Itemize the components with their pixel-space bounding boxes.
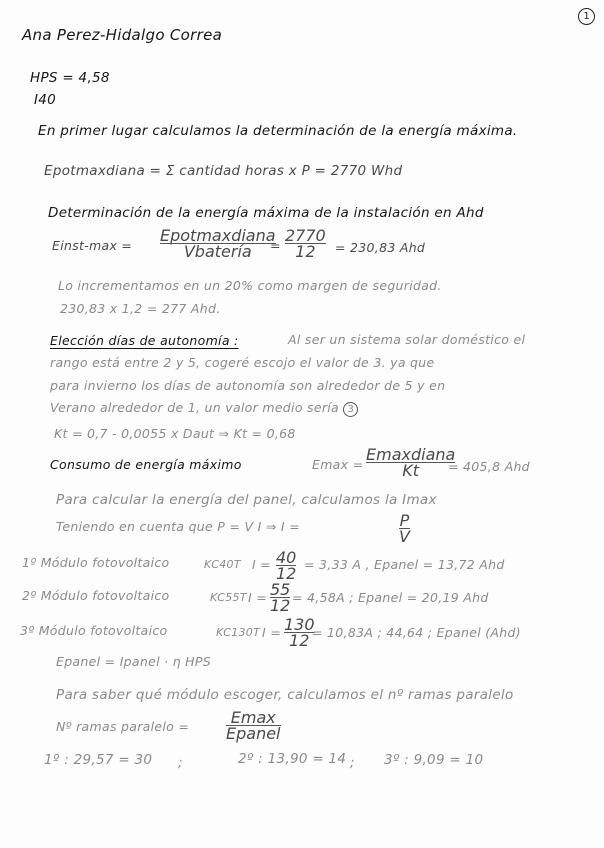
panel-intro-2: Teniendo en cuenta que P = V I ⇒ I = xyxy=(56,519,300,534)
epot-formula: Epotmaxdiana = Σ cantidad horas x P = 2770 Whd xyxy=(44,163,403,179)
determination-heading: Determinación de la energía máxima de la instalación en Ahd xyxy=(48,205,484,221)
module-3-model: KC130T xyxy=(216,626,261,639)
ramas-numerator: Emax xyxy=(230,708,276,727)
einst-denominator: Vbatería xyxy=(183,242,252,261)
module-1-model: KC40T xyxy=(204,558,241,571)
consumo-lhs: Emax = xyxy=(312,457,364,472)
panel-intro-numerator: P xyxy=(399,511,410,530)
result-sep-1: ; xyxy=(178,755,183,771)
consumo-result: = 405,8 Ahd xyxy=(448,459,530,474)
ramas-lhs: Nº ramas paralelo = xyxy=(56,719,190,734)
autonomy-line-4 xyxy=(50,400,358,417)
autonomy-heading: Elección días de autonomía : xyxy=(50,333,239,348)
module-3-label: 3º Módulo fotovoltaico xyxy=(20,623,168,638)
module-3-numerator: 130 xyxy=(284,615,315,634)
einst-numerator: Epotmaxdiana xyxy=(160,226,276,245)
autonomy-line-4-text: Verano alrededor de 1, un valor medio sería xyxy=(50,400,340,415)
einst-equals: = xyxy=(270,238,281,253)
module-1-numerator: 40 xyxy=(276,548,297,567)
module-3-fraction xyxy=(284,615,315,650)
author-name: Ana Perez-Hidalgo Correa xyxy=(22,26,223,44)
consumo-denominator: Kt xyxy=(402,461,420,480)
ramas-denominator: Epanel xyxy=(226,724,281,743)
module-3-denominator: 12 xyxy=(289,631,310,650)
module-2-fraction xyxy=(270,580,291,615)
module-2-rest: = 4,58A ; Epanel = 20,19 Ahd xyxy=(292,590,489,605)
module-1-denominator: 12 xyxy=(276,564,297,583)
einst-fraction xyxy=(160,226,276,261)
circled-days-value: 3 xyxy=(343,402,358,417)
einst-denominator-2: 12 xyxy=(295,242,316,261)
result-module-2: 2º : 13,90 = 14 xyxy=(238,751,347,767)
module-1-fraction xyxy=(276,548,297,583)
module-3-i: I = xyxy=(262,625,282,640)
module-1-i: I = xyxy=(252,557,272,572)
intro-line: En primer lugar calculamos la determinación de la energía máxima. xyxy=(38,123,518,139)
einst-fraction-2 xyxy=(285,226,326,261)
hps-value: HPS = 4,58 xyxy=(30,70,110,86)
autonomy-line-1: Al ser un sistema solar doméstico el xyxy=(288,332,526,347)
einst-lhs: Einst-max = xyxy=(52,238,133,253)
einst-result: = 230,83 Ahd xyxy=(335,240,426,255)
margin-line-2: 230,83 x 1,2 = 277 Ahd. xyxy=(60,301,221,316)
ramas-fraction xyxy=(226,708,281,743)
module-2-denominator: 12 xyxy=(270,596,291,615)
module-2-i: I = xyxy=(248,590,268,605)
module-1-label: 1º Módulo fotovoltaico xyxy=(22,555,170,570)
autonomy-line-3: para invierno los días de autonomía son alrededor de 5 y en xyxy=(50,378,446,393)
module-2-numerator: 55 xyxy=(270,580,291,599)
autonomy-line-2: rango está entre 2 y 5, cogeré escojo el valor de 3. ya que xyxy=(50,355,435,370)
module-2-label: 2º Módulo fotovoltaico xyxy=(22,588,170,603)
i40-label: I40 xyxy=(34,92,57,108)
einst-numerator-2: 2770 xyxy=(285,226,326,245)
panel-intro-denominator: V xyxy=(399,527,410,546)
panel-intro-fraction xyxy=(399,511,410,546)
choose-module-line: Para saber qué módulo escoger, calculamos el nº ramas paralelo xyxy=(56,687,514,703)
module-3-rest: = 10,83A ; 44,64 ; Epanel (Ahd) xyxy=(312,625,521,640)
panel-intro-1: Para calcular la energía del panel, calculamos la Imax xyxy=(56,492,437,508)
consumo-fraction xyxy=(366,445,456,480)
page-number-badge: 1 xyxy=(578,8,595,25)
result-module-3: 3º : 9,09 = 10 xyxy=(384,752,484,768)
module-1-rest: = 3,33 A , Epanel = 13,72 Ahd xyxy=(304,557,505,572)
margin-line-1: Lo incrementamos en un 20% como margen de seguridad. xyxy=(58,278,442,293)
module-2-model: KC55T xyxy=(210,591,247,604)
result-sep-2: ; xyxy=(350,755,355,771)
consumo-heading: Consumo de energía máximo xyxy=(50,457,242,472)
result-module-1: 1º : 29,57 = 30 xyxy=(44,752,153,768)
epanel-formula: Epanel = Ipanel · η HPS xyxy=(56,654,211,669)
consumo-numerator: Emaxdiana xyxy=(366,445,456,464)
kt-formula: Kt = 0,7 - 0,0055 x Daut ⇒ Kt = 0,68 xyxy=(54,426,296,441)
